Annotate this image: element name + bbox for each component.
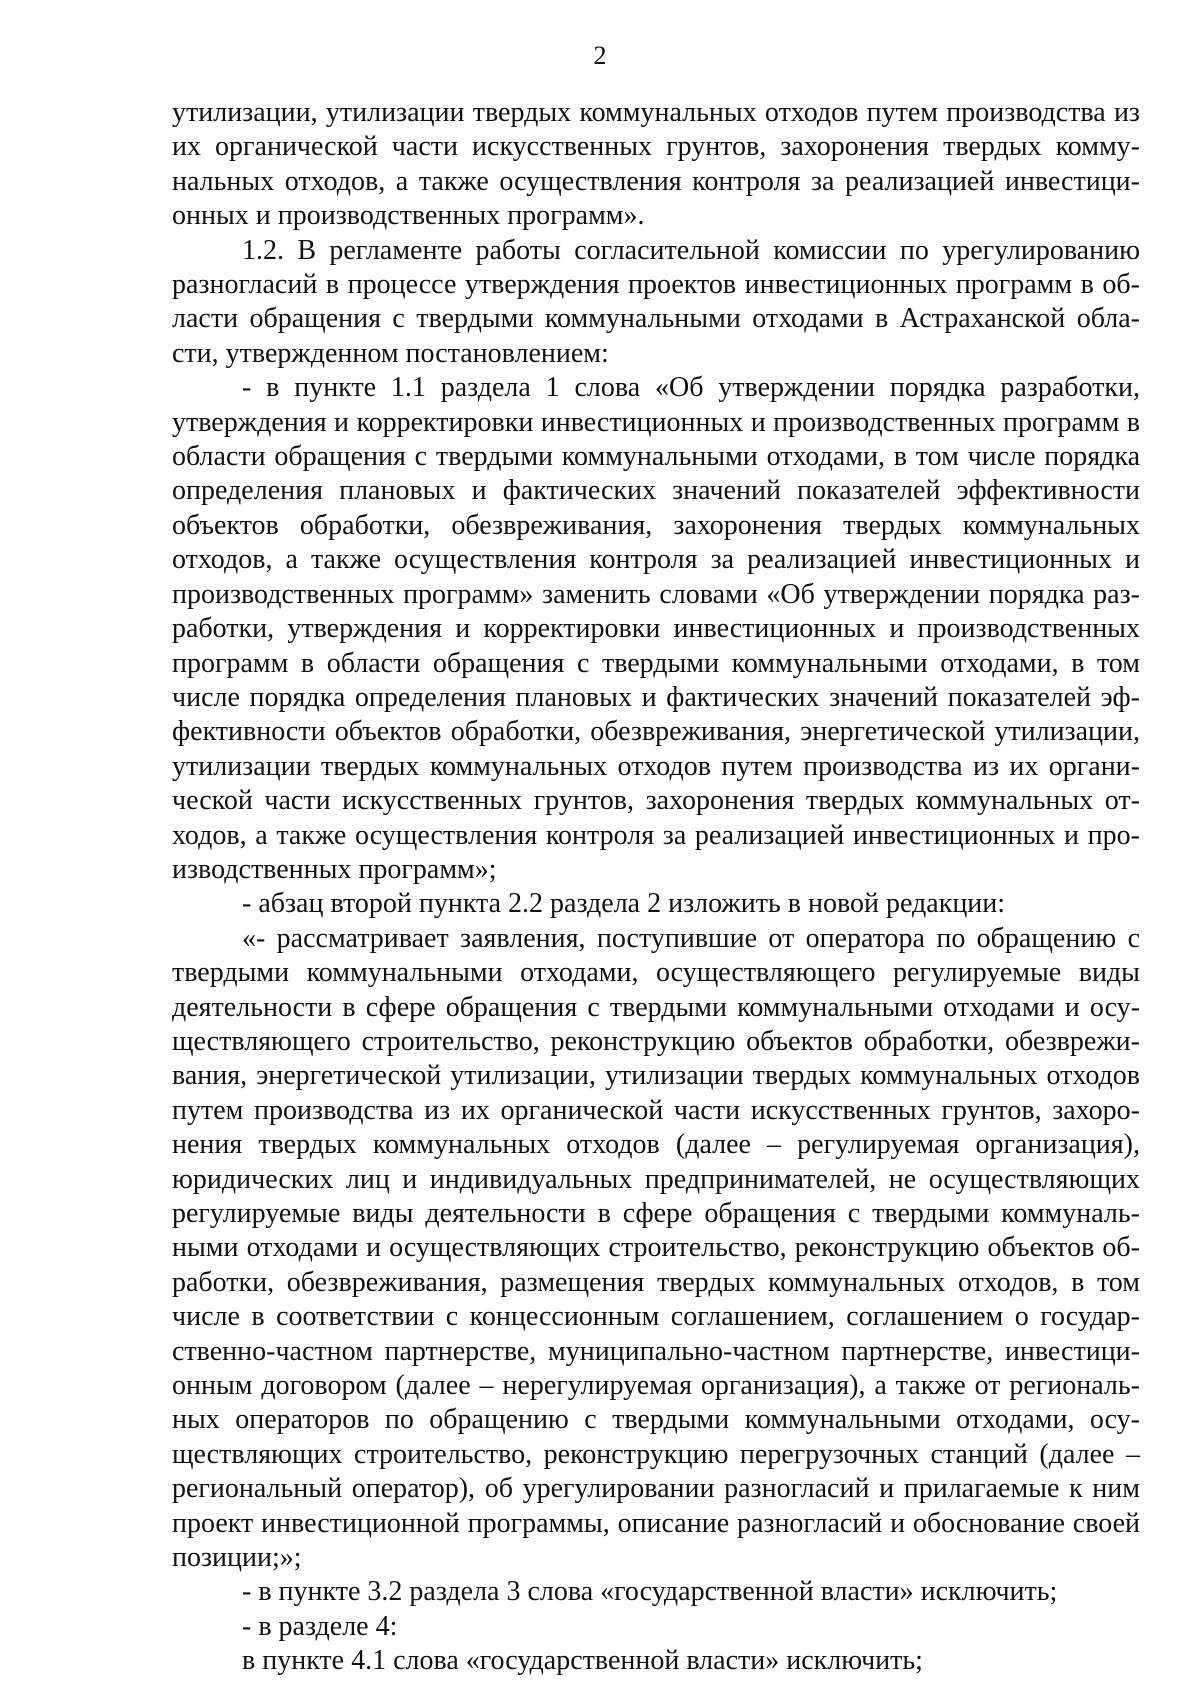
page-number: 2 bbox=[593, 41, 607, 70]
paragraph-item-1-2: 1.2. В регламенте работы согласительной комиссии по урегулированию разногласий в процессе утверждения проектов инвестиционных программ в области обращения с твердыми коммунальными отходами в Астраханской области, утвержденном постановлением: bbox=[172, 234, 1140, 369]
paragraph-point-3-2-amendment: - в пункте 3.2 раздела 3 слова «государственной власти» исключить; bbox=[242, 1576, 1058, 1608]
paragraph-continuation: утилизации, утилизации твердых коммунальных отходов путем производства из их органической части искусственных грунтов, захоронения твердых коммунальных отходов, а также осуществления контроля за реализацией инвестиционных и производственных программ». bbox=[172, 97, 1140, 232]
paragraph-section-4-intro: - в разделе 4: bbox=[242, 1610, 398, 1642]
paragraph-point-2-2-new-text: «- рассматривает заявления, поступившие от оператора по обращению с твердыми коммунальными отходами, осуществляющего регулируемые виды деятельности в сфере обращения с твердыми коммунальными отходами и осуществляющего строительство, реконструкцию объектов обработки, обезвреживания, энергетической утилизации, утилизации твердых коммунальных отходов путем производства из их органической части искусственных грунтов, захоронения твердых коммунальных отходов (далее – регулируемая организация), юридических лиц и индивидуальных предпринимателей, не осуществляющих регулируемые виды деятельности в сфере обращения с твердыми коммунальными отходами и осуществляющих строительство, реконструкцию объектов обработки, обезвреживания, размещения твердых коммунальных отходов, в том числе в соответствии с концессионным соглашением, соглашением о государственно-частном партнерстве, муниципально-частном партнерстве, инвестиционным договором (далее – нерегулируемая организация), а также от региональных операторов по обращению с твердыми коммунальными отходами, осуществляющих строительство, реконструкцию перегрузочных станций (далее – региональный оператор), об урегулировании разногласий и прилагаемые к ним проект инвестиционной программы, описание разногласий и обоснование своей позиции;»; bbox=[172, 922, 1140, 1574]
document-body bbox=[172, 96, 1140, 1679]
paragraph-point-1-1-amendment: - в пункте 1.1 раздела 1 слова «Об утверждении порядка разработки, утверждения и корректировки инвестиционных и производственных программ в области обращения с твердыми коммунальными отходами, в том числе порядка определения плановых и фактических значений показателей эффективности объектов обработки, обезвреживания, захоронения твердых коммунальных отходов, а также осуществления контроля за реализацией инвестиционных и производственных программ» заменить словами «Об утверждении порядка разработки, утверждения и корректировки инвестиционных и производственных программ в области обращения с твердыми коммунальными отходами, в том числе порядка определения плановых и фактических значений показателей эффективности объектов обработки, обезвреживания, энергетической утилизации, утилизации твердых коммунальных отходов путем производства из их органической части искусственных грунтов, захоронения твердых коммунальных отходов, а также осуществления контроля за реализацией инвестиционных и производственных программ»; bbox=[172, 372, 1140, 885]
paragraph-point-4-1-amendment: в пункте 4.1 слова «государственной власти» исключить; bbox=[242, 1645, 923, 1677]
paragraph-point-2-2-intro: - абзац второй пункта 2.2 раздела 2 изложить в новой редакции: bbox=[242, 888, 1006, 920]
